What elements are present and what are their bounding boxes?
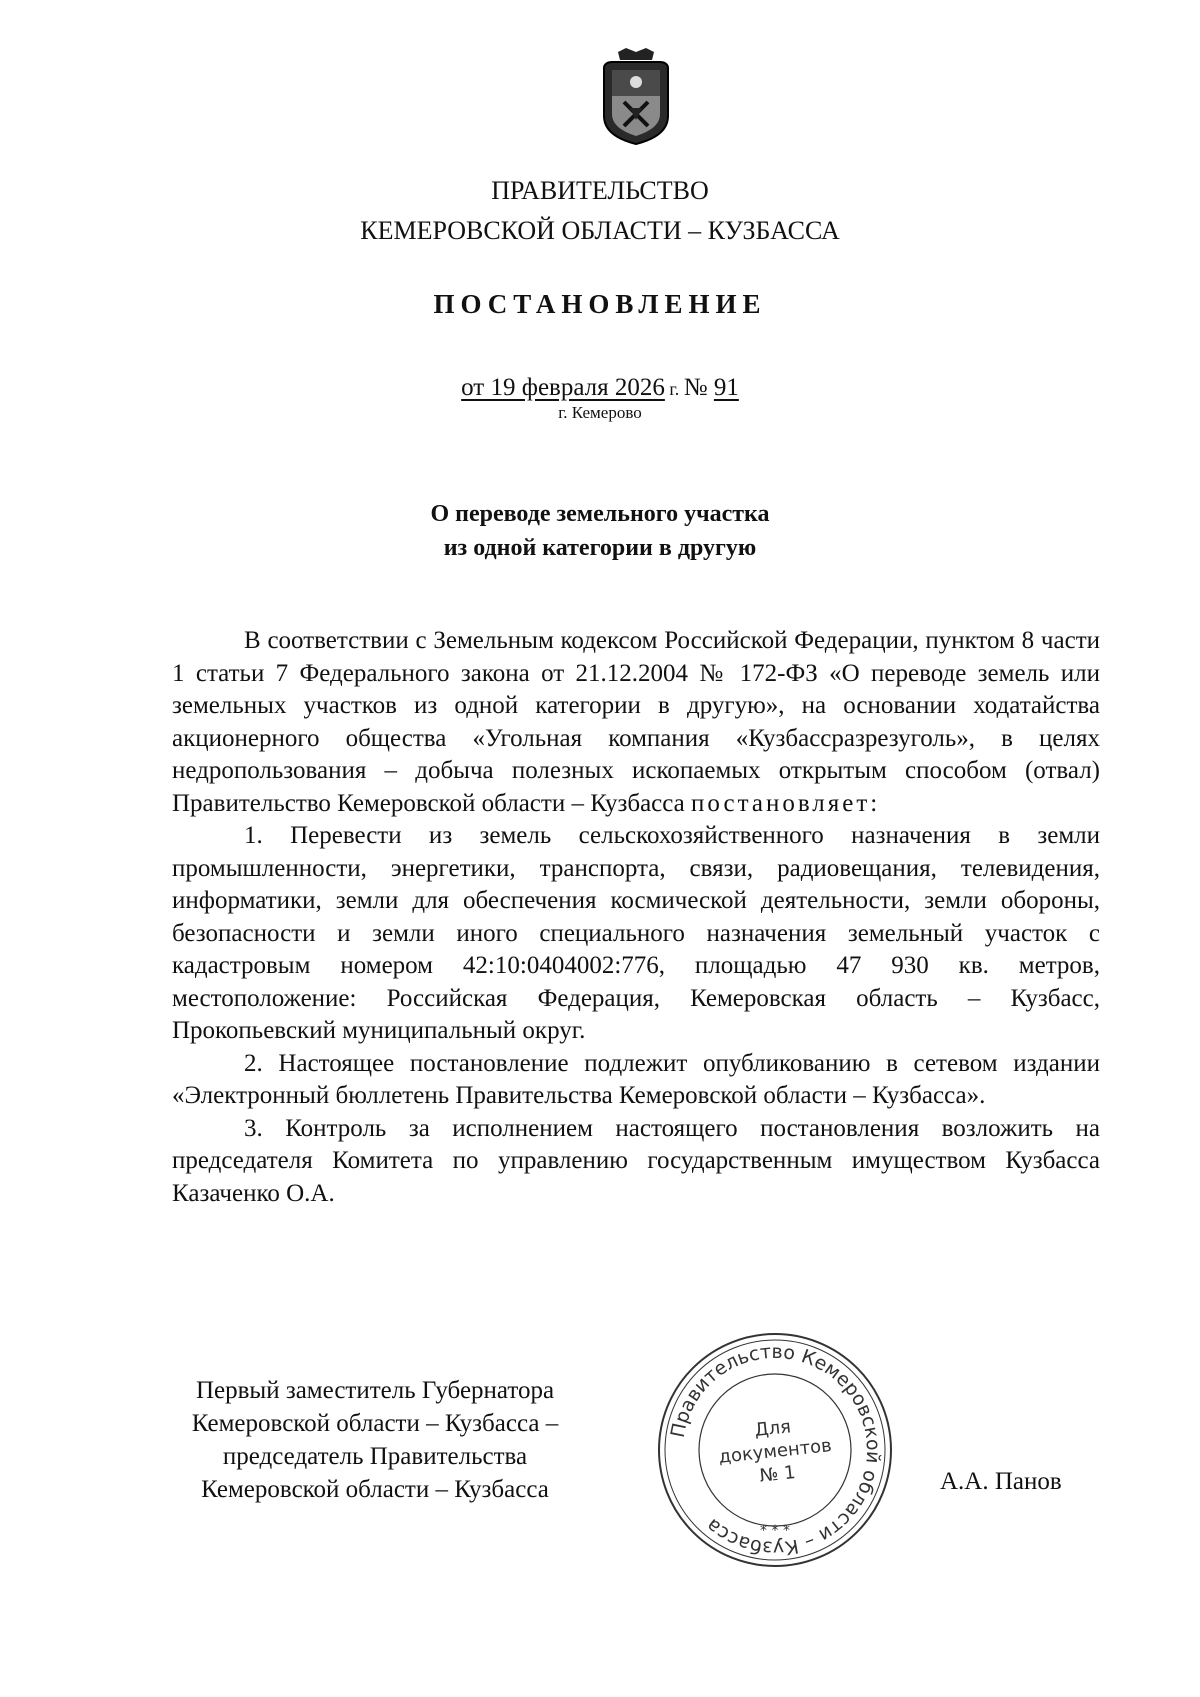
subject-line1: О переводе земельного участка <box>430 501 770 527</box>
organization-name-line2: КЕМЕРОВСКОЙ ОБЛАСТИ – КУЗБАССА <box>360 216 840 245</box>
signer-line4: Кемеровской области – Кузбасса <box>201 1476 549 1503</box>
item-1-paragraph: 1. Перевести из земель сельскохозяйственного назначения в земли промышленности, энергетики, транспорта, связи, радиовещания, телевидения, информатики, земли для обеспечения космической деятельности, земли обороны, безопасности и земли иного специального назначения земельный участок с кадастровым номером 42:10:0404002:776, площадью 47 930 кв. метров, местоположение: Российская Федерация, Кемеровская область – Кузбасс, Прокопьевский муниципальный округ. <box>172 822 1100 1044</box>
document-type-title: ПОСТАНОВЛЕНИЕ <box>433 289 767 319</box>
stamp-center-line3: № 1 <box>758 1462 797 1487</box>
document-subject <box>0 497 1200 565</box>
date-number-line <box>0 374 1200 402</box>
signer-position <box>150 1374 600 1506</box>
official-stamp <box>655 1330 895 1570</box>
signer-line3: председатель Правительства <box>222 1443 528 1470</box>
date-prefix: от <box>461 374 491 401</box>
preamble-paragraph <box>172 625 1100 820</box>
preamble-text: В соответствии с Земельным кодексом Российской Федерации, пунктом 8 части 1 статьи 7 Федерального закона от 21.12.2004 № 172-ФЗ «О переводе земель или земельных участков из одной категории в другую», на основании ходатайства акционерного общества «Угольная компания «Кузбассразрезуголь», в целях недропользования – добыча полезных ископаемых открытым способом (отвал) Правительство Кемеровской области – Кузбасса <box>172 627 1100 817</box>
city-label: г. Кемерово <box>558 403 642 422</box>
document-body <box>172 625 1100 1210</box>
year-abbr: г. <box>664 379 684 399</box>
stamp-stars: * * * <box>760 1523 790 1539</box>
item-2-paragraph: 2. Настоящее постановление подлежит опубликованию в сетевом издании «Электронный бюллетень Правительства Кемеровской области – Кузбасса». <box>172 1049 1100 1109</box>
signer-line1: Первый заместитель Губернатора <box>195 1377 555 1404</box>
stamp-center-line1: Для <box>753 1416 792 1441</box>
item-3-paragraph: 3. Контроль за исполнением настоящего постановления возложить на председателя Комитета по управлению государственным имуществом Кузбасса Казаченко О.А. <box>172 1114 1100 1207</box>
decree-word: постановляет: <box>691 789 881 817</box>
stamp-center-line2: документов <box>717 1435 833 1468</box>
signer-line2: Кемеровской области – Кузбасса – <box>191 1410 559 1437</box>
subject-line2: из одной категории в другую <box>443 535 757 561</box>
coat-of-arms-emblem <box>596 46 676 146</box>
signer-name: А.А. Панов <box>940 1468 1062 1495</box>
stamp-ring-text: Правительство Кемеровской области – Кузбасса <box>666 1340 885 1560</box>
document-date: 19 февраля 2026 <box>490 374 665 401</box>
organization-name-line1: ПРАВИТЕЛЬСТВО <box>491 176 709 205</box>
document-number: 91 <box>713 374 739 401</box>
number-sign: № <box>683 374 714 401</box>
